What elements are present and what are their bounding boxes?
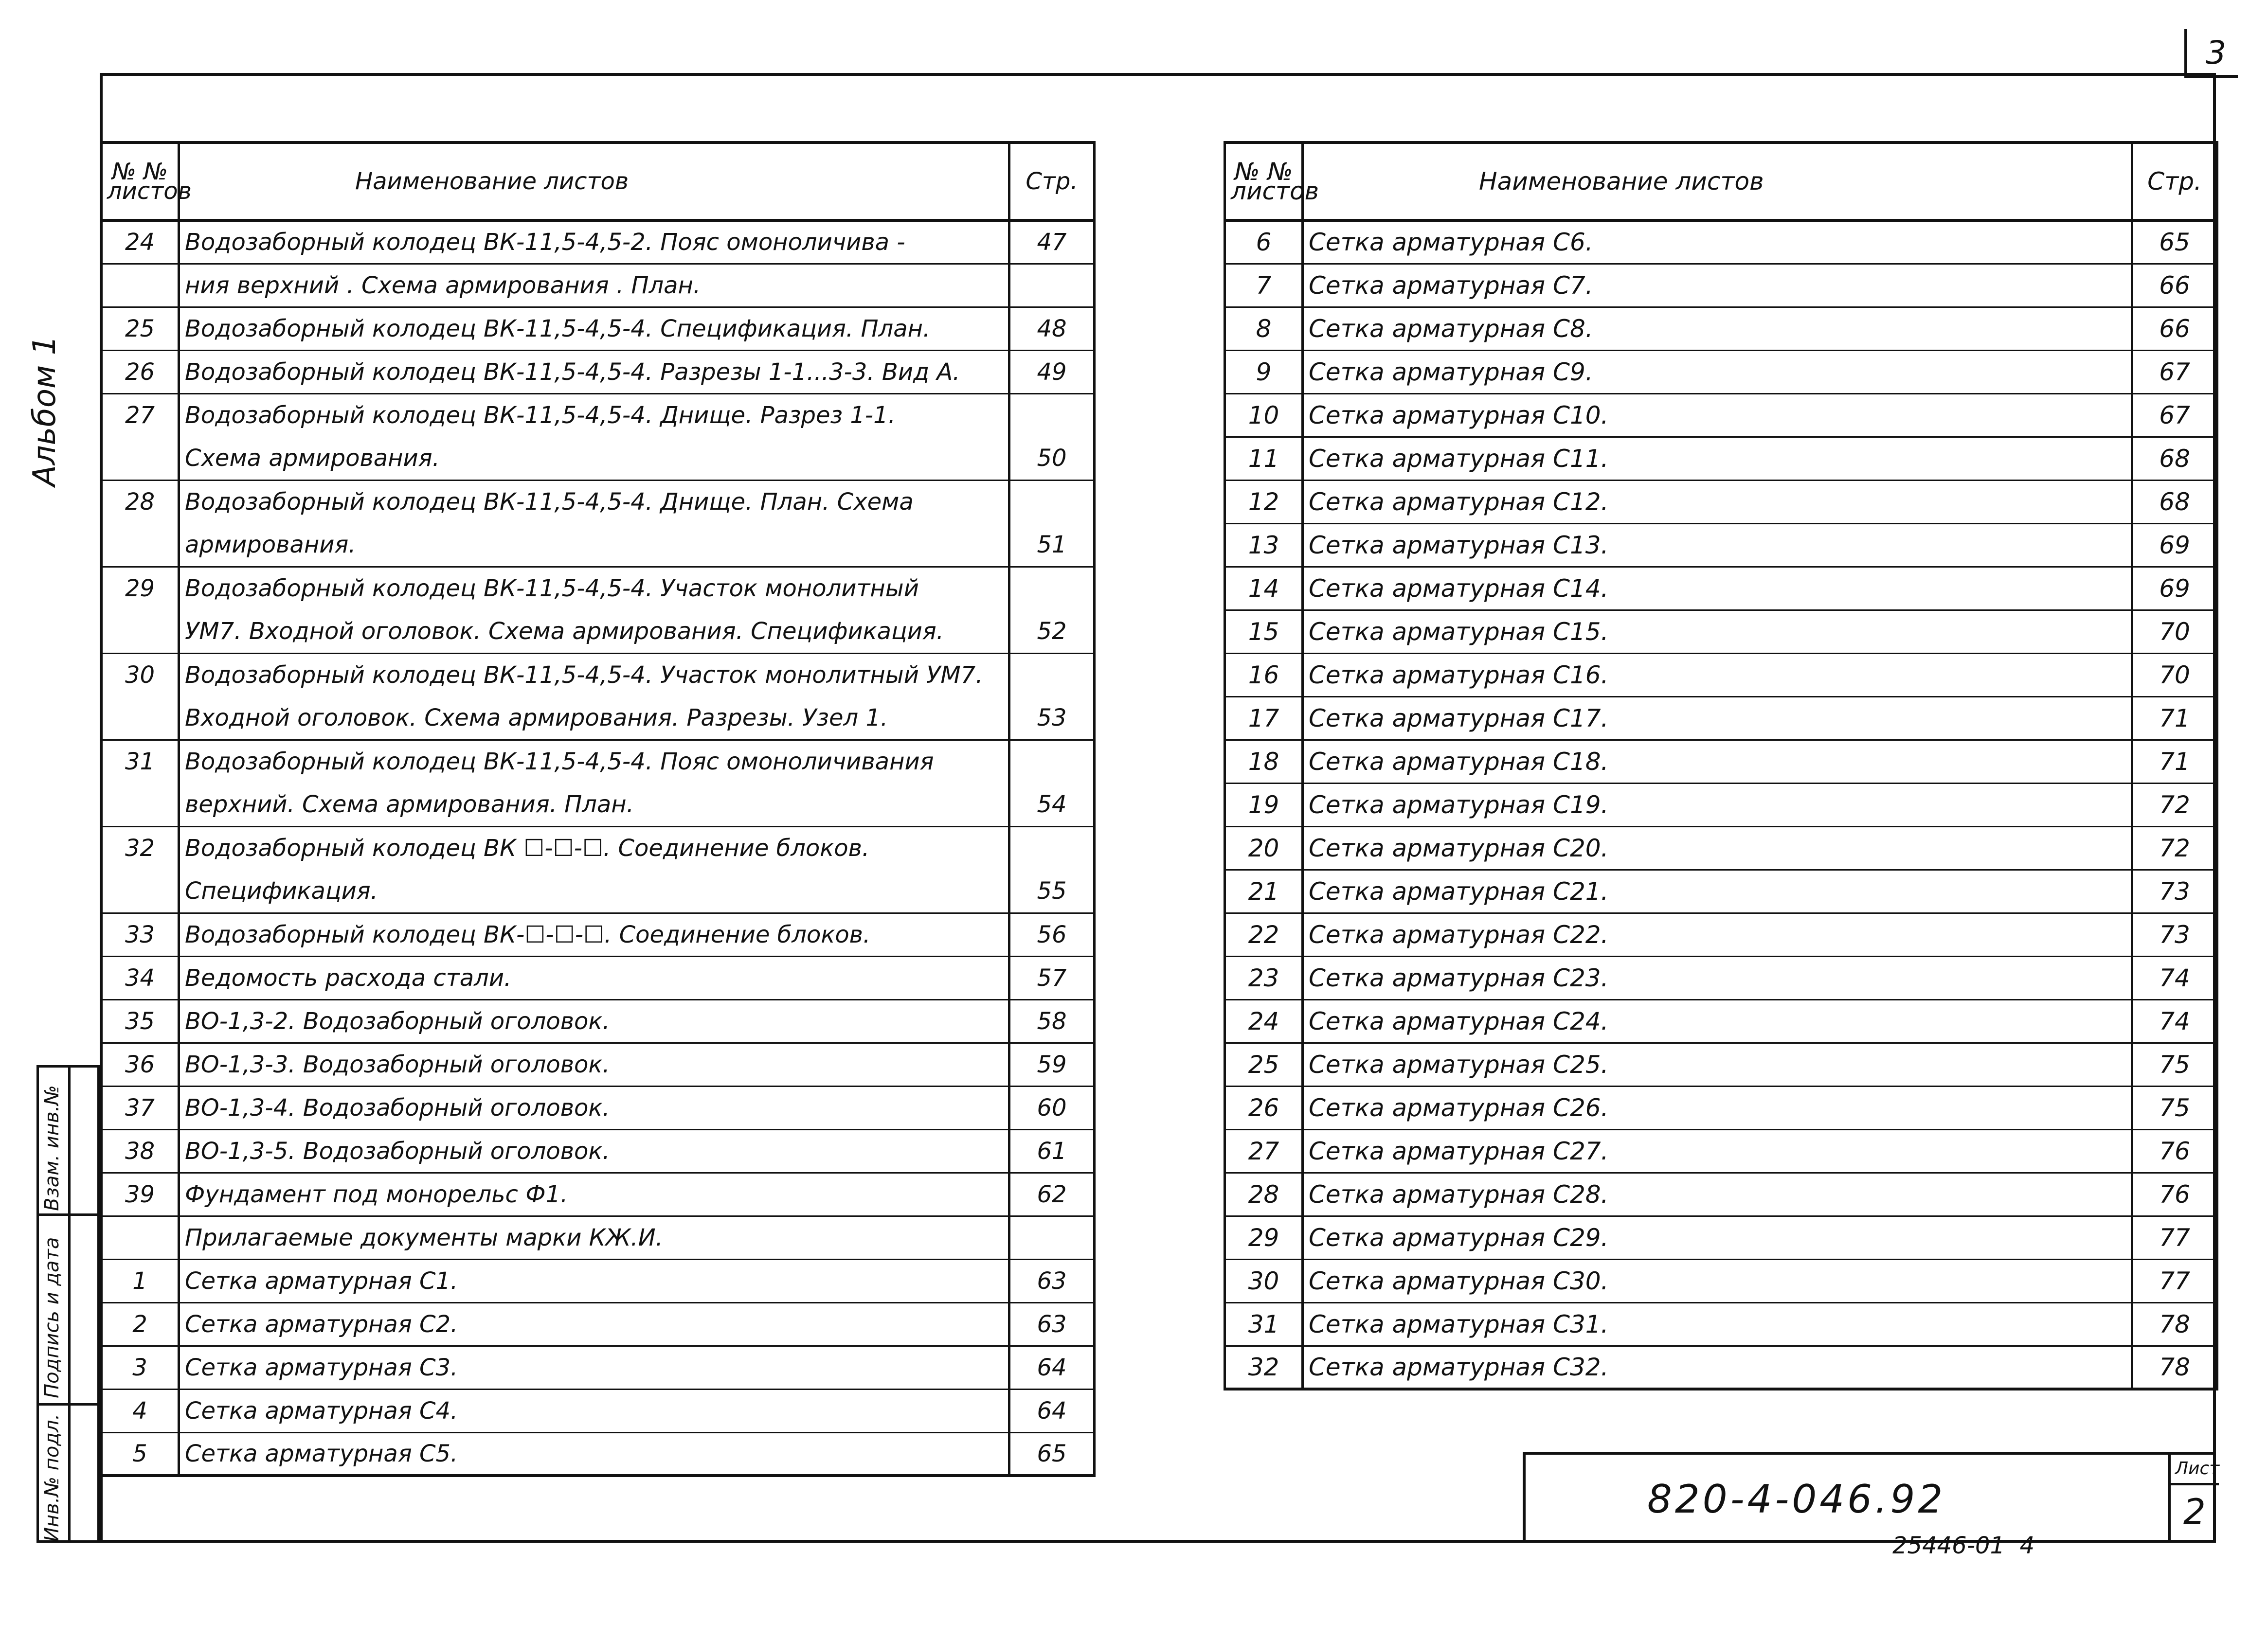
left-cell-name: Водозаборный колодец ВК-11,5-4,5-4. Участок монолитный — [179, 567, 1009, 610]
right-cell-name: Сетка арматурная С21. — [1303, 870, 2132, 913]
left-cell-num: 5 — [101, 1432, 179, 1476]
right-row — [1225, 220, 2217, 264]
right-header-page: Стр. — [2132, 143, 2217, 220]
left-cell-num: 30 — [101, 653, 179, 696]
left-cell-page: 52 — [1009, 610, 1095, 653]
right-row — [1225, 1302, 2217, 1346]
left-row — [101, 480, 1095, 523]
right-cell-num: 20 — [1225, 826, 1303, 870]
page-number-box — [2184, 29, 2238, 78]
left-row — [101, 610, 1095, 653]
left-row — [101, 523, 1095, 567]
left-cell-page: 65 — [1009, 1432, 1095, 1476]
left-cell-name: Сетка арматурная С5. — [179, 1432, 1009, 1476]
right-row — [1225, 740, 2217, 783]
right-cell-name: Сетка арматурная С28. — [1303, 1173, 2132, 1216]
right-row — [1225, 1216, 2217, 1259]
right-cell-page: 76 — [2132, 1173, 2217, 1216]
left-cell-name: ВО-1,3-2. Водозаборный оголовок. — [179, 999, 1009, 1043]
left-cell-num: 33 — [101, 913, 179, 956]
left-cell-page: 54 — [1009, 783, 1095, 826]
right-row — [1225, 653, 2217, 696]
left-cell-page — [1009, 480, 1095, 523]
left-cell-name: Водозаборный колодец ВК-11,5-4,5-4. Днище. Разрез 1-1. — [179, 393, 1009, 437]
right-row — [1225, 350, 2217, 393]
left-cell-page — [1009, 653, 1095, 696]
left-row — [101, 826, 1095, 870]
left-row — [101, 913, 1095, 956]
left-row — [101, 1432, 1095, 1476]
right-cell-num: 6 — [1225, 220, 1303, 264]
right-row — [1225, 999, 2217, 1043]
right-cell-name: Сетка арматурная С6. — [1303, 220, 2132, 264]
left-row — [101, 1389, 1095, 1432]
right-cell-num: 26 — [1225, 1086, 1303, 1129]
left-row — [101, 393, 1095, 437]
left-row — [101, 783, 1095, 826]
left-cell-name: ния верхний . Схема армирования . План. — [179, 264, 1009, 307]
left-cell-page: 59 — [1009, 1043, 1095, 1086]
left-cell-name: Водозаборный колодец ВК ☐-☐-☐. Соединение блоков. — [179, 826, 1009, 870]
right-cell-page: 65 — [2132, 220, 2217, 264]
left-cell-page: 64 — [1009, 1346, 1095, 1389]
right-cell-page: 68 — [2132, 437, 2217, 480]
right-cell-num: 24 — [1225, 999, 1303, 1043]
left-cell-num: 34 — [101, 956, 179, 999]
side-stamp-field-1: Взам. инв.№ — [41, 1085, 63, 1211]
right-cell-name: Сетка арматурная С11. — [1303, 437, 2132, 480]
right-cell-page: 76 — [2132, 1129, 2217, 1173]
left-cell-name: армирования. — [179, 523, 1009, 567]
left-row — [101, 1173, 1095, 1216]
right-cell-page: 71 — [2132, 696, 2217, 740]
left-cell-page — [1009, 740, 1095, 783]
left-cell-name: Водозаборный колодец ВК-☐-☐-☐. Соединение блоков. — [179, 913, 1009, 956]
left-row — [101, 437, 1095, 480]
right-row — [1225, 1346, 2217, 1389]
left-cell-num — [101, 264, 179, 307]
right-cell-page: 67 — [2132, 393, 2217, 437]
left-cell-page — [1009, 393, 1095, 437]
right-cell-page: 71 — [2132, 740, 2217, 783]
right-cell-num: 23 — [1225, 956, 1303, 999]
left-row — [101, 1346, 1095, 1389]
left-cell-name: ВО-1,3-3. Водозаборный оголовок. — [179, 1043, 1009, 1086]
left-row — [101, 220, 1095, 264]
right-cell-name: Сетка арматурная С7. — [1303, 264, 2132, 307]
right-cell-page: 74 — [2132, 956, 2217, 999]
right-cell-page: 72 — [2132, 783, 2217, 826]
left-cell-page — [1009, 1216, 1095, 1259]
left-cell-name: Водозаборный колодец ВК-11,5-4,5-4. Пояс омоноличивания — [179, 740, 1009, 783]
left-row — [101, 696, 1095, 740]
right-cell-name: Сетка арматурная С32. — [1303, 1346, 2132, 1389]
right-cell-name: Сетка арматурная С24. — [1303, 999, 2132, 1043]
right-row — [1225, 696, 2217, 740]
right-row — [1225, 1043, 2217, 1086]
left-cell-name: Сетка арматурная С2. — [179, 1302, 1009, 1346]
page-number: 3 — [2206, 34, 2226, 71]
left-cell-num: 37 — [101, 1086, 179, 1129]
left-cell-name: Водозаборный колодец ВК-11,5-4,5-4. Спецификация. План. — [179, 307, 1009, 350]
right-cell-name: Сетка арматурная С26. — [1303, 1086, 2132, 1129]
left-sheet-list — [100, 141, 1096, 1477]
left-cell-page: 55 — [1009, 870, 1095, 913]
right-row — [1225, 870, 2217, 913]
left-cell-name: верхний. Схема армирования. План. — [179, 783, 1009, 826]
right-row — [1225, 393, 2217, 437]
left-cell-name: ВО-1,3-4. Водозаборный оголовок. — [179, 1086, 1009, 1129]
right-cell-name: Сетка арматурная С25. — [1303, 1043, 2132, 1086]
right-cell-num: 11 — [1225, 437, 1303, 480]
left-row — [101, 999, 1095, 1043]
right-cell-name: Сетка арматурная С27. — [1303, 1129, 2132, 1173]
right-cell-page: 66 — [2132, 264, 2217, 307]
right-cell-page: 78 — [2132, 1302, 2217, 1346]
left-cell-name: УМ7. Входной оголовок. Схема армирования. Спецификация. — [179, 610, 1009, 653]
left-cell-name: Сетка арматурная С1. — [179, 1259, 1009, 1302]
left-cell-page: 47 — [1009, 220, 1095, 264]
right-cell-page: 72 — [2132, 826, 2217, 870]
left-cell-page: 49 — [1009, 350, 1095, 393]
left-cell-page: 53 — [1009, 696, 1095, 740]
left-row — [101, 1086, 1095, 1129]
right-cell-name: Сетка арматурная С30. — [1303, 1259, 2132, 1302]
right-row — [1225, 1259, 2217, 1302]
right-cell-num: 13 — [1225, 523, 1303, 567]
left-cell-page — [1009, 567, 1095, 610]
right-header-num: № № листов — [1225, 143, 1303, 220]
left-header-name: Наименование листов — [179, 143, 1009, 220]
right-header-row — [1225, 143, 2217, 220]
right-row — [1225, 480, 2217, 523]
right-cell-page: 74 — [2132, 999, 2217, 1043]
footer-code: 25446-01 4 — [1892, 1532, 2035, 1559]
left-cell-num: 36 — [101, 1043, 179, 1086]
right-row — [1225, 956, 2217, 999]
left-row — [101, 307, 1095, 350]
right-cell-name: Сетка арматурная С17. — [1303, 696, 2132, 740]
left-cell-num — [101, 437, 179, 480]
left-row — [101, 264, 1095, 307]
left-cell-page: 58 — [1009, 999, 1095, 1043]
title-stamp — [1523, 1452, 2220, 1543]
left-cell-page: 64 — [1009, 1389, 1095, 1432]
left-row — [101, 870, 1095, 913]
left-row — [101, 567, 1095, 610]
right-cell-page: 69 — [2132, 523, 2217, 567]
sheet-label: Лист — [2175, 1459, 2220, 1479]
right-cell-num: 15 — [1225, 610, 1303, 653]
left-cell-name: Водозаборный колодец ВК-11,5-4,5-4. Разрезы 1-1...3-3. Вид А. — [179, 350, 1009, 393]
right-header-name: Наименование листов — [1303, 143, 2132, 220]
left-cell-num: 31 — [101, 740, 179, 783]
right-cell-name: Сетка арматурная С14. — [1303, 567, 2132, 610]
side-stamp-field-3: Инв.№ подл. — [41, 1413, 63, 1542]
right-cell-name: Сетка арматурная С13. — [1303, 523, 2132, 567]
left-cell-num: 27 — [101, 393, 179, 437]
left-cell-num: 2 — [101, 1302, 179, 1346]
left-cell-name: Схема армирования. — [179, 437, 1009, 480]
right-cell-num: 9 — [1225, 350, 1303, 393]
right-cell-page: 77 — [2132, 1216, 2217, 1259]
right-cell-name: Сетка арматурная С18. — [1303, 740, 2132, 783]
left-cell-num — [101, 696, 179, 740]
left-cell-page: 60 — [1009, 1086, 1095, 1129]
right-row — [1225, 307, 2217, 350]
left-cell-name: Водозаборный колодец ВК-11,5-4,5-2. Пояс омоноличива - — [179, 220, 1009, 264]
right-cell-name: Сетка арматурная С12. — [1303, 480, 2132, 523]
right-cell-name: Сетка арматурная С8. — [1303, 307, 2132, 350]
left-cell-name: Водозаборный колодец ВК-11,5-4,5-4. Днище. План. Схема — [179, 480, 1009, 523]
right-cell-name: Сетка арматурная С31. — [1303, 1302, 2132, 1346]
left-cell-page — [1009, 264, 1095, 307]
right-cell-name: Сетка арматурная С10. — [1303, 393, 2132, 437]
left-cell-num: 32 — [101, 826, 179, 870]
left-cell-name: Спецификация. — [179, 870, 1009, 913]
right-cell-num: 18 — [1225, 740, 1303, 783]
left-cell-num: 4 — [101, 1389, 179, 1432]
right-row — [1225, 567, 2217, 610]
right-cell-num: 27 — [1225, 1129, 1303, 1173]
right-row — [1225, 783, 2217, 826]
left-cell-page: 63 — [1009, 1259, 1095, 1302]
left-cell-page: 51 — [1009, 523, 1095, 567]
right-cell-num: 32 — [1225, 1346, 1303, 1389]
right-cell-page: 67 — [2132, 350, 2217, 393]
left-row — [101, 1043, 1095, 1086]
right-row — [1225, 1129, 2217, 1173]
album-label: Альбом 1 — [27, 335, 63, 486]
right-row — [1225, 523, 2217, 567]
right-cell-page: 66 — [2132, 307, 2217, 350]
right-cell-name: Сетка арматурная С29. — [1303, 1216, 2132, 1259]
right-cell-page: 77 — [2132, 1259, 2217, 1302]
right-cell-name: Сетка арматурная С15. — [1303, 610, 2132, 653]
left-row — [101, 1129, 1095, 1173]
left-cell-num: 26 — [101, 350, 179, 393]
left-cell-num: 3 — [101, 1346, 179, 1389]
right-cell-page: 70 — [2132, 653, 2217, 696]
left-cell-num — [101, 1216, 179, 1259]
right-cell-page: 68 — [2132, 480, 2217, 523]
left-cell-name: Прилагаемые документы марки КЖ.И. — [179, 1216, 1009, 1259]
right-cell-page: 73 — [2132, 913, 2217, 956]
left-cell-num: 38 — [101, 1129, 179, 1173]
right-cell-name: Сетка арматурная С19. — [1303, 783, 2132, 826]
left-row — [101, 956, 1095, 999]
left-header-num: № № листов — [101, 143, 179, 220]
right-cell-num: 7 — [1225, 264, 1303, 307]
left-cell-name: ВО-1,3-5. Водозаборный оголовок. — [179, 1129, 1009, 1173]
left-cell-num: 29 — [101, 567, 179, 610]
left-row — [101, 1302, 1095, 1346]
left-cell-num: 25 — [101, 307, 179, 350]
right-cell-num: 16 — [1225, 653, 1303, 696]
left-cell-num — [101, 870, 179, 913]
right-cell-page: 78 — [2132, 1346, 2217, 1389]
right-cell-num: 29 — [1225, 1216, 1303, 1259]
left-cell-num — [101, 783, 179, 826]
right-cell-num: 21 — [1225, 870, 1303, 913]
left-row — [101, 653, 1095, 696]
left-cell-num: 28 — [101, 480, 179, 523]
right-row — [1225, 1086, 2217, 1129]
left-cell-num: 39 — [101, 1173, 179, 1216]
left-cell-page: 62 — [1009, 1173, 1095, 1216]
side-stamp-field-2: Подпись и дата — [41, 1237, 63, 1398]
left-cell-num: 24 — [101, 220, 179, 264]
right-cell-num: 17 — [1225, 696, 1303, 740]
right-cell-page: 70 — [2132, 610, 2217, 653]
left-cell-page: 48 — [1009, 307, 1095, 350]
left-cell-name: Фундамент под монорельс Ф1. — [179, 1173, 1009, 1216]
right-cell-num: 22 — [1225, 913, 1303, 956]
right-cell-num: 8 — [1225, 307, 1303, 350]
right-cell-name: Сетка арматурная С23. — [1303, 956, 2132, 999]
left-cell-name: Сетка арматурная С3. — [179, 1346, 1009, 1389]
side-stamp — [36, 1065, 100, 1543]
left-cell-page — [1009, 826, 1095, 870]
left-cell-name: Входной оголовок. Схема армирования. Разрезы. Узел 1. — [179, 696, 1009, 740]
right-row — [1225, 437, 2217, 480]
right-cell-num: 10 — [1225, 393, 1303, 437]
right-cell-num: 30 — [1225, 1259, 1303, 1302]
left-cell-name: Водозаборный колодец ВК-11,5-4,5-4. Участок монолитный УМ7. — [179, 653, 1009, 696]
left-cell-num: 1 — [101, 1259, 179, 1302]
right-row — [1225, 1173, 2217, 1216]
right-row — [1225, 610, 2217, 653]
left-cell-num — [101, 523, 179, 567]
left-header-page: Стр. — [1009, 143, 1095, 220]
left-row — [101, 350, 1095, 393]
right-cell-page: 75 — [2132, 1086, 2217, 1129]
right-cell-name: Сетка арматурная С16. — [1303, 653, 2132, 696]
left-row — [101, 740, 1095, 783]
right-cell-page: 69 — [2132, 567, 2217, 610]
left-cell-page: 63 — [1009, 1302, 1095, 1346]
left-cell-page: 50 — [1009, 437, 1095, 480]
right-row — [1225, 264, 2217, 307]
right-cell-name: Сетка арматурная С20. — [1303, 826, 2132, 870]
left-cell-num — [101, 610, 179, 653]
right-cell-num: 28 — [1225, 1173, 1303, 1216]
sheet-number: 2 — [2183, 1491, 2206, 1532]
right-cell-name: Сетка арматурная С22. — [1303, 913, 2132, 956]
left-cell-name: Ведомость расхода стали. — [179, 956, 1009, 999]
left-row — [101, 1259, 1095, 1302]
right-sheet-list — [1224, 141, 2218, 1390]
right-cell-page: 75 — [2132, 1043, 2217, 1086]
right-cell-num: 31 — [1225, 1302, 1303, 1346]
left-cell-num: 35 — [101, 999, 179, 1043]
right-cell-name: Сетка арматурная С9. — [1303, 350, 2132, 393]
left-cell-page: 57 — [1009, 956, 1095, 999]
right-row — [1225, 826, 2217, 870]
right-cell-num: 19 — [1225, 783, 1303, 826]
left-header-row — [101, 143, 1095, 220]
left-cell-page: 61 — [1009, 1129, 1095, 1173]
document-designation: 820-4-046.92 — [1647, 1477, 1946, 1522]
left-row — [101, 1216, 1095, 1259]
right-cell-num: 25 — [1225, 1043, 1303, 1086]
left-cell-page: 56 — [1009, 913, 1095, 956]
right-row — [1225, 913, 2217, 956]
right-cell-num: 12 — [1225, 480, 1303, 523]
right-cell-num: 14 — [1225, 567, 1303, 610]
right-cell-page: 73 — [2132, 870, 2217, 913]
left-cell-name: Сетка арматурная С4. — [179, 1389, 1009, 1432]
